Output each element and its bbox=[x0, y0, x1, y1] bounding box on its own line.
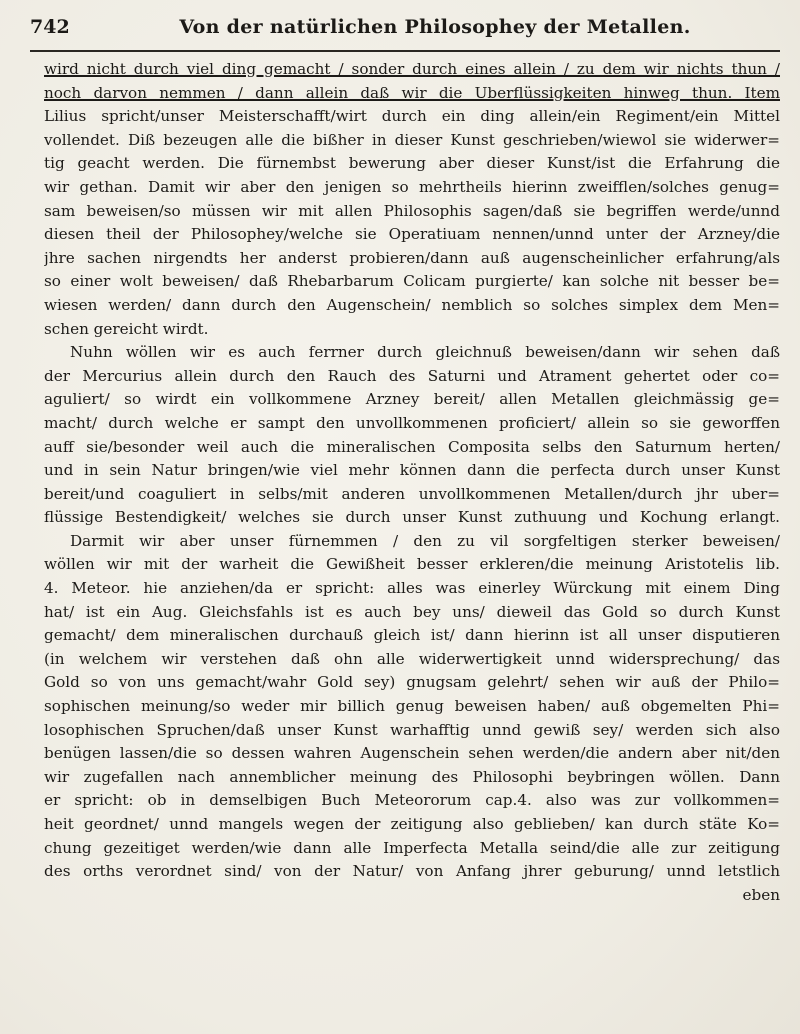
text-line: Lilius spricht/unser Meisterschafft/wirt durch ein ding allein/ein Regiment/ein Mittel bbox=[44, 107, 780, 126]
text-line: noch darvon nemmen / dann allein daß wir die Uberflüssigkeiten hinweg thun. Item bbox=[44, 83, 780, 102]
text-line: schen gereicht wirdt. bbox=[44, 319, 209, 338]
text-line: Nuhn wöllen wir es auch ferrner durch gleichnuß beweisen/dann wir sehen daß bbox=[70, 343, 780, 362]
text-line: hat/ ist ein Aug. Gleichsfahls ist es auch bey uns/ dieweil das Gold so durch Kunst bbox=[44, 602, 780, 621]
text-line: flüssige Bestendigkeit/ welches sie durch unser Kunst zuthuung und Kochung erlangt. bbox=[44, 508, 780, 527]
text-line: benügen lassen/die so dessen wahren Augenschein sehen werden/die andern aber nit/den bbox=[44, 744, 780, 763]
catchword: eben bbox=[742, 885, 780, 904]
text-line: 4. Meteor. hie anziehen/da er spricht: alles was einerley Würckung mit einem Ding bbox=[44, 579, 780, 598]
text-line: wir zugefallen nach annemblicher meinung des Philosophi beybringen wöllen. Dann bbox=[44, 767, 780, 786]
text-line: wird nicht durch viel ding gemacht / sonder durch eines allein / zu dem wir nichts thun / bbox=[44, 60, 780, 78]
text-line: macht/ durch welche er sampt den unvollkommenen proficiert/ allein so sie geworffen bbox=[44, 413, 780, 432]
text-line: jhre sachen nirgendts her anderst probieren/dann auß augenscheinlicher erfahrung/als bbox=[44, 248, 780, 267]
text-line: sophischen meinung/so weder mir billich genug beweisen haben/ auß obgemelten Phi= bbox=[44, 697, 780, 716]
text-line: heit geordnet/ unnd mangels wegen der zeitigung also geblieben/ kan durch stäte Ko= bbox=[44, 815, 780, 833]
text-line: Darmit wir aber unser fürnemmen / den zu vil sorgfeltigen sterker beweisen/ bbox=[70, 531, 780, 550]
page-number: 742 bbox=[30, 16, 70, 38]
text-line: vollendet. Diß bezeugen alle die bißher in dieser Kunst geschrieben/wiewol sie widerwer= bbox=[44, 130, 780, 149]
text-line: Gold so von uns gemacht/wahr Gold sey) gnugsam gelehrt/ sehen wir auß der Philo= bbox=[44, 673, 780, 692]
text-line: tig geacht werden. Die fürnembst bewerung aber dieser Kunst/ist die Erfahrung die bbox=[44, 154, 780, 173]
text-line: losophischen Spruchen/daß unser Kunst warhafftig unnd gewiß sey/ werden sich also bbox=[44, 720, 780, 739]
text-line: er spricht: ob in demselbigen Buch Meteororum cap.4. also was zur vollkommen= bbox=[44, 791, 780, 810]
text-line: der Mercurius allein durch den Rauch des Saturni und Atrament gehertet oder co= bbox=[44, 366, 780, 385]
text-line: diesen theil der Philosophey/welche sie Operatiuam nennen/unnd unter der Arzney/die bbox=[44, 225, 780, 244]
text-line: (in welchem wir verstehen daß ohn alle widerwertigkeit unnd widersprechung/ das bbox=[44, 649, 780, 668]
running-title: Von der natürlichen Philosophey der Metallen. bbox=[179, 16, 691, 38]
text-line: aguliert/ so wirdt ein vollkommene Arzney bereit/ allen Metallen gleichmässig ge= bbox=[44, 390, 780, 409]
text-line: auff sie/besonder weil auch die mineralischen Composita selbs den Saturnum herten/ bbox=[44, 437, 780, 456]
text-line: so einer wolt beweisen/ daß Rhebarbarum Colicam purgierte/ kan solche nit besser be= bbox=[44, 272, 780, 291]
text-line: wiesen werden/ dann durch den Augenschein/ nemblich so solches simplex dem Men= bbox=[44, 295, 780, 314]
text-line: des orths verordnet sind/ von der Natur/ von Anfang jhrer geburung/ unnd letstlich bbox=[44, 862, 780, 881]
body-text bbox=[44, 58, 780, 907]
text-line: chung gezeitiget werden/wie dann alle Imperfecta Metalla seind/die alle zur zeitigung bbox=[44, 838, 780, 857]
text-line: und in sein Natur bringen/wie viel mehr können dann die perfecta durch unser Kunst bbox=[44, 461, 780, 480]
text-line: wir gethan. Damit wir aber den jenigen so mehrtheils hierinn zweifflen/solches genug= bbox=[44, 177, 780, 196]
text-line: sam beweisen/so müssen wir mit allen Philosophis sagen/daß sie begriffen werde/unnd bbox=[44, 201, 780, 220]
text-line: gemacht/ dem mineralischen durchauß gleich ist/ dann hierinn ist all unser disputieren bbox=[44, 626, 780, 645]
text-line: wöllen wir mit der warheit die Gewißheit besser erkleren/die meinung Aristotelis lib. bbox=[44, 555, 780, 574]
text-line: bereit/und coaguliert in selbs/mit anderen unvollkommenen Metallen/durch jhr uber= bbox=[44, 484, 780, 503]
page-header bbox=[30, 16, 780, 52]
